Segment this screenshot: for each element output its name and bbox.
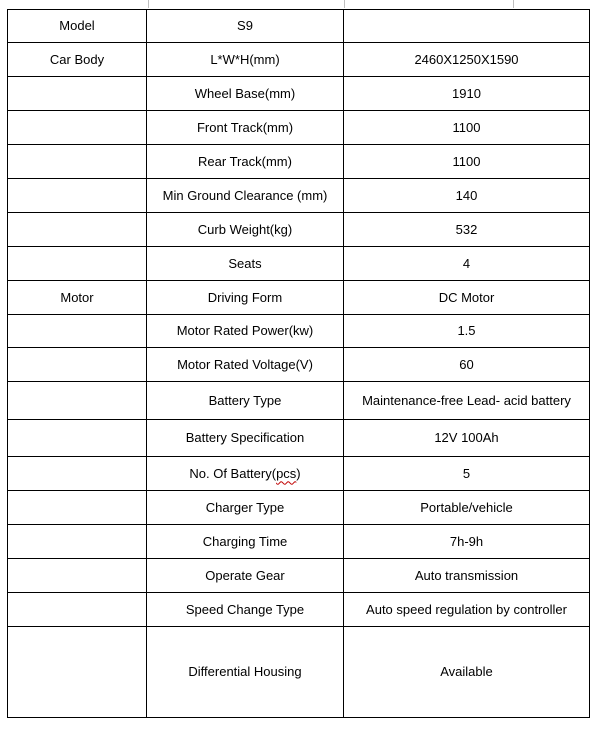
value-cell: Portable/vehicle <box>344 491 590 525</box>
table-row <box>8 382 590 420</box>
item-cell <box>147 457 344 491</box>
item-cell: Battery Type <box>147 382 344 420</box>
value-cell: 5 <box>344 457 590 491</box>
item-cell: Differential Housing <box>147 627 344 718</box>
table-row <box>8 627 590 718</box>
category-cell <box>8 593 147 627</box>
item-cell: Front Track(mm) <box>147 111 344 145</box>
value-cell: 1100 <box>344 111 590 145</box>
item-cell: Speed Change Type <box>147 593 344 627</box>
item-cell: Wheel Base(mm) <box>147 77 344 111</box>
category-cell <box>8 315 147 348</box>
value-cell: 4 <box>344 247 590 281</box>
category-cell <box>8 457 147 491</box>
item-cell: Operate Gear <box>147 559 344 593</box>
item-cell: Curb Weight(kg) <box>147 213 344 247</box>
item-text-tail: ) <box>296 465 301 481</box>
table-row <box>8 593 590 627</box>
item-cell: Charging Time <box>147 525 344 559</box>
category-cell <box>8 348 147 382</box>
item-cell: Seats <box>147 247 344 281</box>
spellcheck-underlined-text: pcs <box>276 465 297 481</box>
table-row <box>8 111 590 145</box>
table-row <box>8 145 590 179</box>
value-cell <box>344 10 590 43</box>
category-cell <box>8 525 147 559</box>
category-cell: Motor <box>8 281 147 315</box>
table-row <box>8 77 590 111</box>
item-cell: Rear Track(mm) <box>147 145 344 179</box>
value-cell: Auto speed regulation by controller <box>344 593 590 627</box>
value-cell: 140 <box>344 179 590 213</box>
value-cell: 12V 100Ah <box>344 420 590 457</box>
item-cell: Motor Rated Power(kw) <box>147 315 344 348</box>
category-cell <box>8 382 147 420</box>
table-row <box>8 281 590 315</box>
value-cell: Available <box>344 627 590 718</box>
value-cell: 60 <box>344 348 590 382</box>
item-cell: Motor Rated Voltage(V) <box>147 348 344 382</box>
category-cell <box>8 77 147 111</box>
table-row <box>8 179 590 213</box>
category-cell <box>8 179 147 213</box>
category-cell: Car Body <box>8 43 147 77</box>
value-cell: 2460X1250X1590 <box>344 43 590 77</box>
item-cell: Charger Type <box>147 491 344 525</box>
item-cell: L*W*H(mm) <box>147 43 344 77</box>
table-row <box>8 457 590 491</box>
table-row <box>8 420 590 457</box>
table-row <box>8 43 590 77</box>
category-cell <box>8 559 147 593</box>
category-cell <box>8 420 147 457</box>
table-row <box>8 247 590 281</box>
top-edge-mark-mid <box>344 0 345 8</box>
value-cell: 1910 <box>344 77 590 111</box>
table-row <box>8 10 590 43</box>
top-edge-mark-left <box>148 0 149 8</box>
item-text: No. Of Battery( <box>189 465 277 481</box>
item-cell: Battery Specification <box>147 420 344 457</box>
top-edge-mark-right <box>513 0 514 8</box>
value-cell: 1100 <box>344 145 590 179</box>
value-cell: 1.5 <box>344 315 590 348</box>
table-row <box>8 525 590 559</box>
item-cell: S9 <box>147 10 344 43</box>
value-cell: Maintenance-free Lead- acid battery <box>344 382 590 420</box>
spec-table <box>7 9 590 718</box>
value-cell: 532 <box>344 213 590 247</box>
table-row <box>8 315 590 348</box>
category-cell <box>8 491 147 525</box>
category-cell: Model <box>8 10 147 43</box>
value-cell: DC Motor <box>344 281 590 315</box>
table-row <box>8 559 590 593</box>
category-cell <box>8 247 147 281</box>
table-row <box>8 348 590 382</box>
item-cell: Driving Form <box>147 281 344 315</box>
category-cell <box>8 213 147 247</box>
table-row <box>8 491 590 525</box>
table-row <box>8 213 590 247</box>
value-cell: Auto transmission <box>344 559 590 593</box>
category-cell <box>8 145 147 179</box>
item-cell: Min Ground Clearance (mm) <box>147 179 344 213</box>
category-cell <box>8 111 147 145</box>
value-cell: 7h-9h <box>344 525 590 559</box>
category-cell <box>8 627 147 718</box>
